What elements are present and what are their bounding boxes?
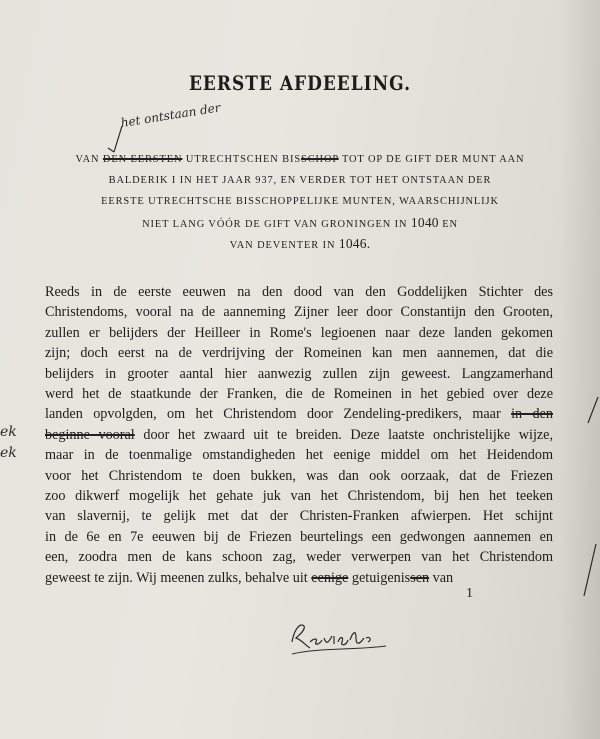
- page-edge-shadow: [560, 0, 600, 739]
- handwritten-insert-note: het ontstaan der: [119, 100, 222, 130]
- subtitle-year: 1046.: [338, 236, 371, 251]
- struck-text: in den: [511, 406, 553, 423]
- subtitle-year: 1040: [410, 215, 439, 230]
- body-line: voor het Christendom te doen bukken, was dan ook oorzaak, dat de Friezen: [45, 467, 553, 484]
- body-line: [45, 425, 553, 445]
- body-line: werd het de staatkunde der Franken, die de Romeinen in het gebied over deze: [45, 386, 553, 403]
- page-number: 1: [466, 586, 473, 601]
- margin-stroke-mark: [580, 540, 600, 600]
- subtitle-line-3: EERSTE UTRECHTSCHE BISSCHOPPELIJKE MUNTEN, WAARSCHIJNLIJK: [101, 196, 499, 207]
- subtitle-line-1: [50, 150, 550, 169]
- struck-text: SCHOP: [301, 154, 339, 165]
- body-line: zoo dikwerf mogelijk het gehate juk van het Christendom, bij hen het teeken: [45, 488, 553, 505]
- struck-text: beginne vooral: [45, 426, 135, 443]
- body-line: zullen er belijders der Heilleer in Rome's legioenen naar deze landen gekomen: [45, 324, 553, 341]
- margin-stroke-mark: [586, 395, 600, 425]
- body-line: Christendoms, vooral na de aanneming Zijner leer door Constantijn den Grooten,: [45, 304, 553, 321]
- body-line: in de 6e en 7e eeuwen bij de Friezen beurtelings een gedwongen aannemen en: [45, 528, 553, 545]
- subtitle-text: VAN DEVENTER IN: [229, 240, 336, 251]
- body-line: [45, 568, 553, 588]
- subtitle-text: EN: [442, 219, 458, 230]
- margin-note: ek: [0, 445, 17, 461]
- subtitle-line-5: [50, 234, 550, 255]
- body-line: belijders in grooter aantal hier aanwezig zullen zijn geweest. Langzamerhand: [45, 365, 553, 382]
- body-text-segment: van: [432, 569, 454, 586]
- subtitle-line-2: BALDERIK I IN HET JAAR 937, EN VERDER TOT HET ONTSTAAN DER: [108, 175, 492, 186]
- subtitle-text: VAN: [75, 154, 100, 165]
- body-line: [45, 404, 553, 424]
- body-line: een, zoodra men de kans schoon zag, weder verwerpen van het Christendom: [45, 549, 553, 566]
- struck-text: sen: [410, 569, 430, 586]
- margin-note: ek: [0, 424, 17, 440]
- handwritten-signature: [286, 612, 396, 662]
- struck-text: DEN EERSTEN: [102, 154, 183, 165]
- subtitle-line-4: [50, 213, 550, 234]
- subtitle-text: TOT OP DE GIFT DER MUNT AAN: [341, 154, 525, 165]
- body-line: Reeds in de eerste eeuwen na den dood van den Goddelijken Stichter des: [45, 284, 553, 300]
- body-line: maar in de toenmalige omstandigheden het eenige middel om het Heidendom: [45, 447, 553, 464]
- subtitle-text: NIET LANG VÓÓR DE GIFT VAN GRONINGEN IN: [142, 219, 408, 230]
- struck-text: eenige: [311, 569, 349, 586]
- body-text: [45, 282, 553, 588]
- body-line: zijn; doch eerst na de verdrijving der Romeinen kan men aannemen, dat die: [45, 345, 553, 362]
- body-text-segment: door het zwaard uit te breiden. Deze laatste onchristelijke wijze,: [143, 426, 554, 443]
- body-line: van slavernij, te gelijk met dat der Christen-Franken afwierpen. Het schijnt: [45, 508, 553, 525]
- subtitle-text: UTRECHTSCHEN BIS: [185, 154, 302, 165]
- body-text-segment: geweest te zijn. Wij meenen zulks, behalve uit: [45, 569, 308, 586]
- page-heading: EERSTE AFDEELING.: [188, 72, 412, 96]
- body-text-segment: getuigenis: [351, 569, 411, 586]
- body-text-segment: landen opvolgden, om het Christendom door Zendeling-predikers, maar: [45, 406, 501, 423]
